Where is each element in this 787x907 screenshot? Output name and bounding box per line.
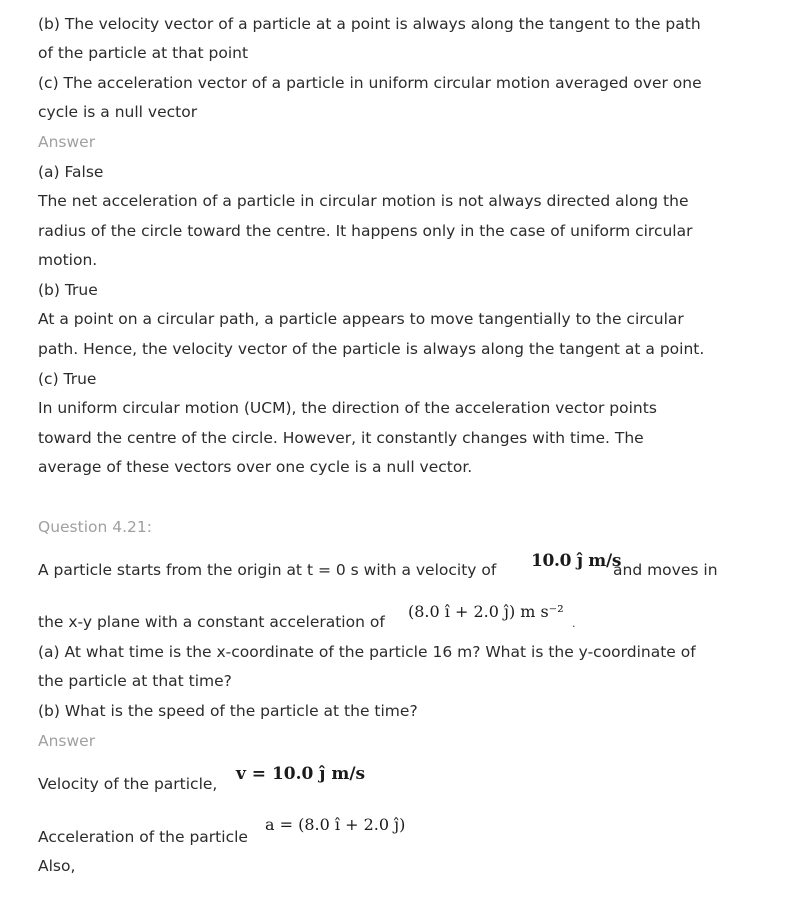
question-label: Question 4.21: <box>38 518 152 536</box>
explanation-c-line-3: average of these vectors over one cycle is a null vector. <box>38 458 473 476</box>
acceleration-formula: (8.0 î + 2.0 ĵ) m s⁻² <box>408 602 564 621</box>
statement-c-line-1: (c) The acceleration vector of a particle in uniform circular motion averaged over one <box>38 74 702 92</box>
part-a-line-2: the particle at that time? <box>38 672 232 690</box>
initial-velocity-formula: 10.0 ĵ m/s <box>531 551 622 571</box>
explanation-a-line-2: radius of the circle toward the centre. It happens only in the case of uniform circular <box>38 222 693 240</box>
question-line-1-text: A particle starts from the origin at t = 0 s with a velocity of <box>38 561 497 579</box>
question-line-2-text: the x-y plane with a constant acceleration of <box>38 613 385 631</box>
also-text: Also, <box>38 857 76 875</box>
question-line-1-end: and moves in <box>613 561 718 579</box>
answer-label: Answer <box>38 133 96 151</box>
verdict-c: (c) True <box>38 370 97 388</box>
statement-c-line-2: cycle is a null vector <box>38 103 198 121</box>
part-a-line-1: (a) At what time is the x-coordinate of the particle 16 m? What is the y-coordinate of <box>38 643 696 661</box>
acceleration-text: Acceleration of the particle <box>38 828 248 846</box>
verdict-b: (b) True <box>38 281 98 299</box>
explanation-b-line-1: At a point on a circular path, a particle appears to move tangentially to the circular <box>38 310 684 328</box>
statement-b-line-1: (b) The velocity vector of a particle at a point is always along the tangent to the path <box>38 15 701 33</box>
explanation-b-line-2: path. Hence, the velocity vector of the particle is always along the tangent at a point. <box>38 340 705 358</box>
explanation-a-line-3: motion. <box>38 251 98 269</box>
explanation-c-line-1: In uniform circular motion (UCM), the direction of the acceleration vector points <box>38 399 657 417</box>
explanation-c-line-2: toward the centre of the circle. However, it constantly changes with time. The <box>38 429 644 447</box>
verdict-a: (a) False <box>38 163 104 181</box>
statement-b-line-2: of the particle at that point <box>38 44 249 62</box>
acceleration-vector-formula: a = (8.0 î + 2.0 ĵ) <box>265 815 406 834</box>
velocity-formula: v = 10.0 ĵ m/s <box>236 764 366 784</box>
answer-label: Answer <box>38 732 96 750</box>
part-b: (b) What is the speed of the particle at the time? <box>38 702 418 720</box>
explanation-a-line-1: The net acceleration of a particle in circular motion is not always directed along the <box>38 192 689 210</box>
velocity-text: Velocity of the particle, <box>38 775 218 793</box>
question-line-2-period: . <box>572 617 576 630</box>
